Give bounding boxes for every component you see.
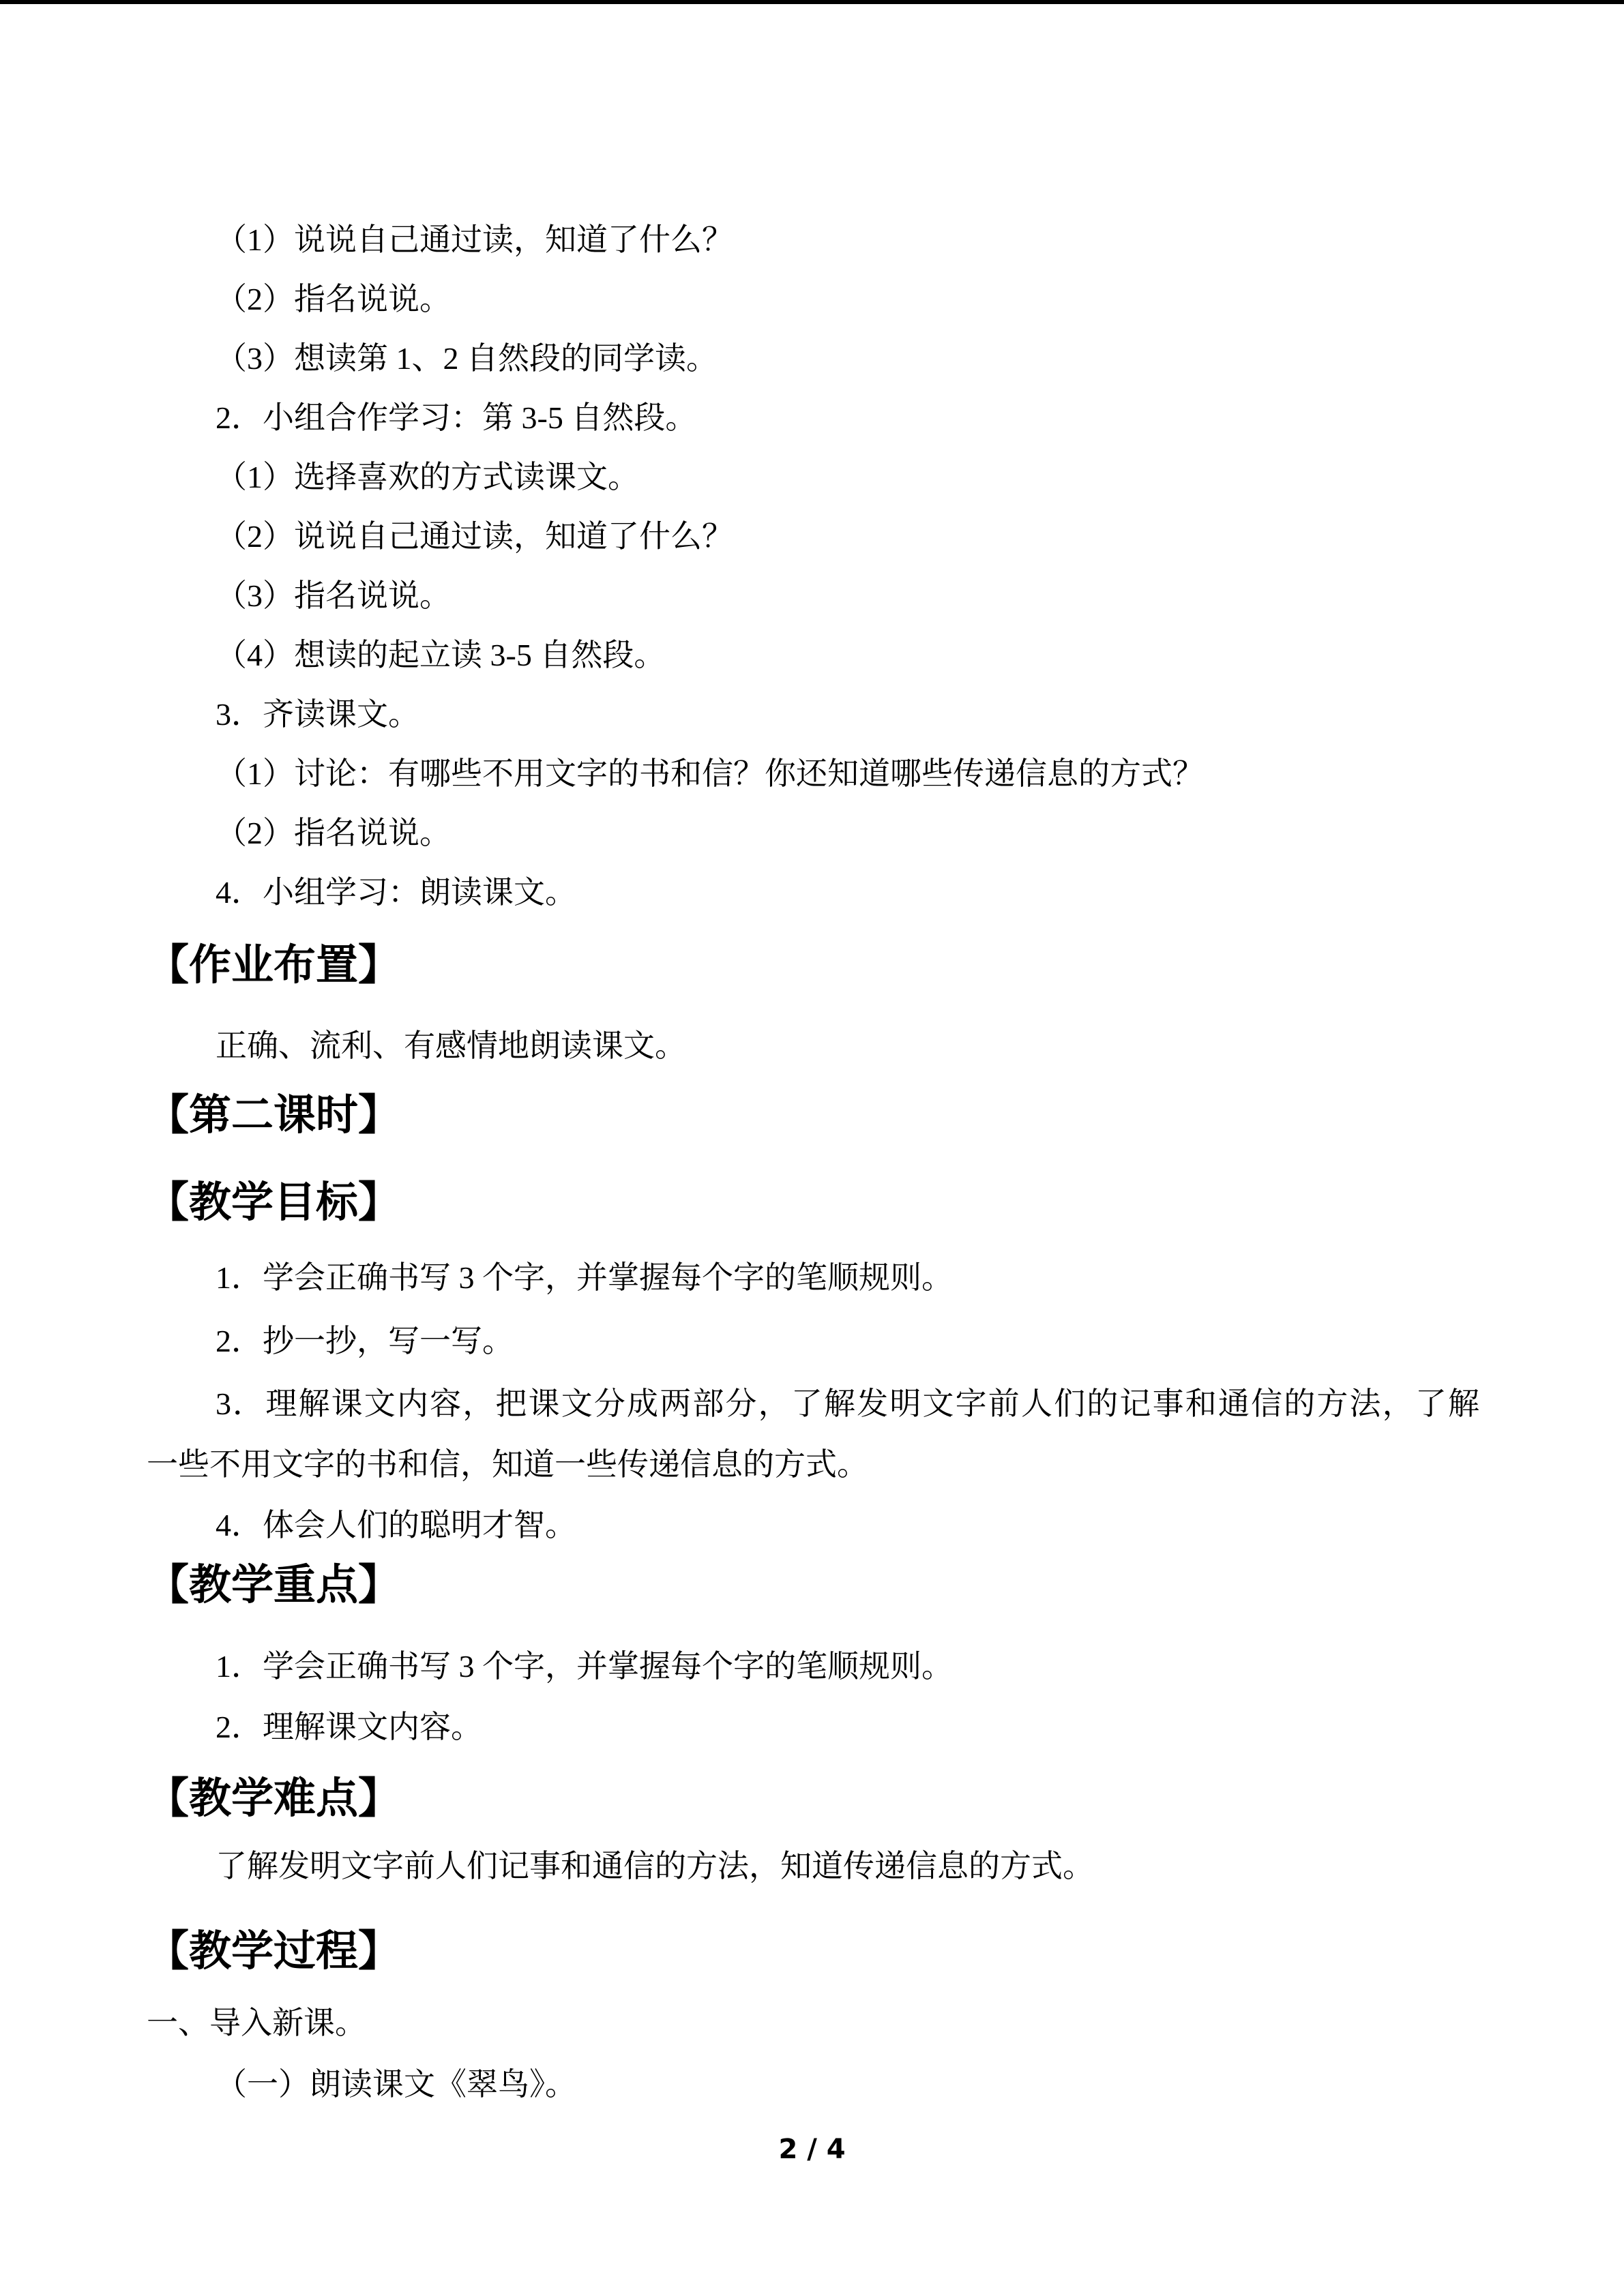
list-item: （3）指名说说。	[216, 578, 451, 613]
list-item: 1．学会正确书写 3 个字，并掌握每个字的笔顺规则。	[216, 1649, 953, 1684]
page-footer: 2 / 4	[778, 2134, 846, 2165]
section-heading-lesson-2: 【第二课时】	[147, 1090, 401, 1139]
list-item: 2．小组合作学习：第 3-5 自然段。	[216, 400, 697, 435]
section-heading-objectives: 【教学目标】	[147, 1177, 401, 1227]
list-item: 1．学会正确书写 3 个字，并掌握每个字的笔顺规则。	[216, 1260, 953, 1295]
section-heading-homework: 【作业布置】	[147, 940, 401, 989]
paragraph-line: 正确、流利、有感情地朗读课文。	[216, 1028, 686, 1063]
list-item: 2．理解课文内容。	[216, 1710, 482, 1744]
page-top-border	[0, 0, 1624, 4]
list-item: （4）想读的起立读 3-5 自然段。	[216, 638, 666, 672]
list-item: （2）指名说说。	[216, 816, 451, 850]
list-item: （1）讨论：有哪些不用文字的书和信？你还知道哪些传递信息的方式？	[216, 756, 1204, 791]
list-item: （一）朗读课文《翠鸟》。	[216, 2067, 576, 2102]
list-item: （1）说说自己通过读，知道了什么？	[216, 222, 733, 257]
paragraph-line: 一、导入新课。	[147, 2006, 366, 2040]
section-heading-difficulties: 【教学难点】	[147, 1773, 401, 1823]
list-item: 4．体会人们的聪明才智。	[216, 1508, 576, 1542]
list-item: 3．理解课文内容，把课文分成两部分，了解发明文字前人们的记事和通信的方法，了解	[216, 1386, 1479, 1421]
paragraph-line: 一些不用文字的书和信，知道一些传递信息的方式。	[147, 1447, 868, 1482]
list-item: （2）指名说说。	[216, 282, 451, 316]
section-heading-key-points: 【教学重点】	[147, 1560, 401, 1609]
list-item: （3）想读第 1、2 自然段的同学读。	[216, 341, 718, 376]
list-item: （1）选择喜欢的方式读课文。	[216, 460, 639, 494]
list-item: 2．抄一抄，写一写。	[216, 1324, 514, 1358]
list-item: 3．齐读课文。	[216, 697, 419, 732]
paragraph-line: 了解发明文字前人们记事和通信的方法，知道传递信息的方式。	[216, 1849, 1094, 1883]
list-item: 4．小组学习：朗读课文。	[216, 875, 576, 910]
list-item: （2）说说自己通过读，知道了什么？	[216, 519, 733, 554]
section-heading-process: 【教学过程】	[147, 1926, 401, 1976]
